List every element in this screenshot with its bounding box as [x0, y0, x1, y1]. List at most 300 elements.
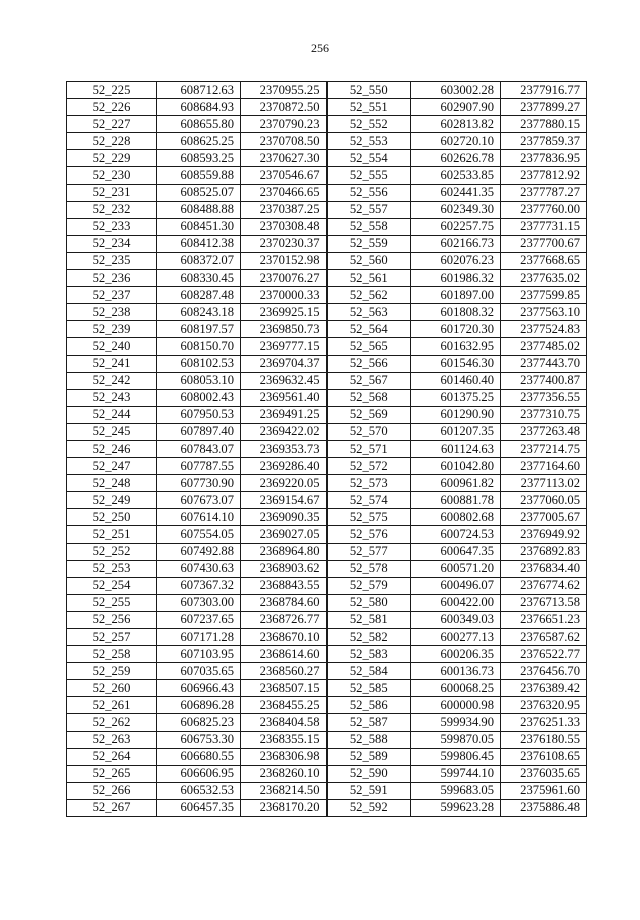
point-id-cell: 52_252 — [67, 543, 157, 560]
point-id-cell: 52_560 — [327, 252, 411, 269]
x-coordinate-cell: 600647.35 — [411, 543, 501, 560]
y-coordinate-cell: 2377443.70 — [501, 355, 587, 372]
x-coordinate-cell: 600961.82 — [411, 475, 501, 492]
y-coordinate-cell: 2377812.92 — [501, 167, 587, 184]
table-row — [67, 475, 587, 492]
point-id-cell: 52_262 — [67, 714, 157, 731]
y-coordinate-cell: 2368214.50 — [241, 782, 327, 799]
point-id-cell: 52_261 — [67, 697, 157, 714]
x-coordinate-cell: 599683.05 — [411, 782, 501, 799]
y-coordinate-cell: 2377356.55 — [501, 389, 587, 406]
table-row — [67, 99, 587, 116]
x-coordinate-cell: 608684.93 — [157, 99, 241, 116]
y-coordinate-cell: 2368507.15 — [241, 680, 327, 697]
y-coordinate-cell: 2370955.25 — [241, 82, 327, 99]
x-coordinate-cell: 601042.80 — [411, 458, 501, 475]
x-coordinate-cell: 607843.07 — [157, 440, 241, 457]
y-coordinate-cell: 2377113.02 — [501, 475, 587, 492]
y-coordinate-cell: 2376834.40 — [501, 560, 587, 577]
y-coordinate-cell: 2377635.02 — [501, 270, 587, 287]
point-id-cell: 52_577 — [327, 543, 411, 560]
y-coordinate-cell: 2376587.62 — [501, 629, 587, 646]
x-coordinate-cell: 600000.98 — [411, 697, 501, 714]
y-coordinate-cell: 2368784.60 — [241, 594, 327, 611]
point-id-cell: 52_579 — [327, 577, 411, 594]
y-coordinate-cell: 2376035.65 — [501, 765, 587, 782]
y-coordinate-cell: 2369154.67 — [241, 492, 327, 509]
x-coordinate-cell: 606896.28 — [157, 697, 241, 714]
point-id-cell: 52_561 — [327, 270, 411, 287]
y-coordinate-cell: 2369632.45 — [241, 372, 327, 389]
table-row — [67, 133, 587, 150]
point-id-cell: 52_589 — [327, 748, 411, 765]
table-row — [67, 440, 587, 457]
table-row — [67, 731, 587, 748]
y-coordinate-cell: 2370230.37 — [241, 235, 327, 252]
y-coordinate-cell: 2377859.37 — [501, 133, 587, 150]
table-row — [67, 782, 587, 799]
table-row — [67, 184, 587, 201]
point-id-cell: 52_253 — [67, 560, 157, 577]
point-id-cell: 52_263 — [67, 731, 157, 748]
y-coordinate-cell: 2377400.87 — [501, 372, 587, 389]
x-coordinate-cell: 608559.88 — [157, 167, 241, 184]
y-coordinate-cell: 2368355.15 — [241, 731, 327, 748]
x-coordinate-cell: 606457.35 — [157, 799, 241, 816]
point-id-cell: 52_228 — [67, 133, 157, 150]
point-id-cell: 52_559 — [327, 235, 411, 252]
y-coordinate-cell: 2377524.83 — [501, 321, 587, 338]
x-coordinate-cell: 607730.90 — [157, 475, 241, 492]
point-id-cell: 52_572 — [327, 458, 411, 475]
point-id-cell: 52_581 — [327, 611, 411, 628]
table-row — [67, 338, 587, 355]
x-coordinate-cell: 607950.53 — [157, 406, 241, 423]
table-row — [67, 748, 587, 765]
point-id-cell: 52_567 — [327, 372, 411, 389]
table-row — [67, 799, 587, 816]
table-row — [67, 270, 587, 287]
point-id-cell: 52_576 — [327, 526, 411, 543]
x-coordinate-cell: 599870.05 — [411, 731, 501, 748]
x-coordinate-cell: 607897.40 — [157, 423, 241, 440]
point-id-cell: 52_250 — [67, 509, 157, 526]
y-coordinate-cell: 2368964.80 — [241, 543, 327, 560]
x-coordinate-cell: 608412.38 — [157, 235, 241, 252]
table-row — [67, 611, 587, 628]
table-row — [67, 509, 587, 526]
point-id-cell: 52_558 — [327, 218, 411, 235]
x-coordinate-cell: 608243.18 — [157, 304, 241, 321]
y-coordinate-cell: 2376456.70 — [501, 663, 587, 680]
y-coordinate-cell: 2376108.65 — [501, 748, 587, 765]
x-coordinate-cell: 599806.45 — [411, 748, 501, 765]
point-id-cell: 52_585 — [327, 680, 411, 697]
table-row — [67, 526, 587, 543]
x-coordinate-cell: 608002.43 — [157, 389, 241, 406]
point-id-cell: 52_241 — [67, 355, 157, 372]
y-coordinate-cell: 2376713.58 — [501, 594, 587, 611]
table-row — [67, 663, 587, 680]
point-id-cell: 52_564 — [327, 321, 411, 338]
point-id-cell: 52_227 — [67, 116, 157, 133]
y-coordinate-cell: 2377916.77 — [501, 82, 587, 99]
y-coordinate-cell: 2377214.75 — [501, 440, 587, 457]
x-coordinate-cell: 607103.95 — [157, 646, 241, 663]
table-row — [67, 167, 587, 184]
x-coordinate-cell: 600206.35 — [411, 646, 501, 663]
x-coordinate-cell: 608525.07 — [157, 184, 241, 201]
x-coordinate-cell: 599623.28 — [411, 799, 501, 816]
x-coordinate-cell: 602257.75 — [411, 218, 501, 235]
point-id-cell: 52_254 — [67, 577, 157, 594]
x-coordinate-cell: 600496.07 — [411, 577, 501, 594]
point-id-cell: 52_570 — [327, 423, 411, 440]
point-id-cell: 52_235 — [67, 252, 157, 269]
y-coordinate-cell: 2375886.48 — [501, 799, 587, 816]
y-coordinate-cell: 2377787.27 — [501, 184, 587, 201]
point-id-cell: 52_588 — [327, 731, 411, 748]
x-coordinate-cell: 608102.53 — [157, 355, 241, 372]
x-coordinate-cell: 606606.95 — [157, 765, 241, 782]
x-coordinate-cell: 607554.05 — [157, 526, 241, 543]
point-id-cell: 52_225 — [67, 82, 157, 99]
point-id-cell: 52_247 — [67, 458, 157, 475]
y-coordinate-cell: 2368455.25 — [241, 697, 327, 714]
x-coordinate-cell: 607787.55 — [157, 458, 241, 475]
y-coordinate-cell: 2369925.15 — [241, 304, 327, 321]
point-id-cell: 52_246 — [67, 440, 157, 457]
table-row — [67, 458, 587, 475]
point-id-cell: 52_242 — [67, 372, 157, 389]
table-row — [67, 372, 587, 389]
point-id-cell: 52_555 — [327, 167, 411, 184]
point-id-cell: 52_236 — [67, 270, 157, 287]
table-row — [67, 406, 587, 423]
x-coordinate-cell: 600422.00 — [411, 594, 501, 611]
point-id-cell: 52_562 — [327, 287, 411, 304]
x-coordinate-cell: 608593.25 — [157, 150, 241, 167]
x-coordinate-cell: 602441.35 — [411, 184, 501, 201]
x-coordinate-cell: 601897.00 — [411, 287, 501, 304]
y-coordinate-cell: 2377060.05 — [501, 492, 587, 509]
point-id-cell: 52_565 — [327, 338, 411, 355]
point-id-cell: 52_573 — [327, 475, 411, 492]
point-id-cell: 52_583 — [327, 646, 411, 663]
table-row — [67, 594, 587, 611]
y-coordinate-cell: 2377760.00 — [501, 201, 587, 218]
x-coordinate-cell: 607430.63 — [157, 560, 241, 577]
point-id-cell: 52_591 — [327, 782, 411, 799]
point-id-cell: 52_584 — [327, 663, 411, 680]
x-coordinate-cell: 602533.85 — [411, 167, 501, 184]
y-coordinate-cell: 2370076.27 — [241, 270, 327, 287]
point-id-cell: 52_550 — [327, 82, 411, 99]
x-coordinate-cell: 607367.32 — [157, 577, 241, 594]
x-coordinate-cell: 600277.13 — [411, 629, 501, 646]
y-coordinate-cell: 2376251.33 — [501, 714, 587, 731]
y-coordinate-cell: 2370546.67 — [241, 167, 327, 184]
point-id-cell: 52_592 — [327, 799, 411, 816]
table-row — [67, 423, 587, 440]
x-coordinate-cell: 608625.25 — [157, 133, 241, 150]
x-coordinate-cell: 608053.10 — [157, 372, 241, 389]
point-id-cell: 52_251 — [67, 526, 157, 543]
y-coordinate-cell: 2369286.40 — [241, 458, 327, 475]
table-row — [67, 697, 587, 714]
point-id-cell: 52_265 — [67, 765, 157, 782]
y-coordinate-cell: 2376774.62 — [501, 577, 587, 594]
y-coordinate-cell: 2377485.02 — [501, 338, 587, 355]
y-coordinate-cell: 2369850.73 — [241, 321, 327, 338]
x-coordinate-cell: 607303.00 — [157, 594, 241, 611]
x-coordinate-cell: 608330.45 — [157, 270, 241, 287]
y-coordinate-cell: 2368170.20 — [241, 799, 327, 816]
x-coordinate-cell: 606680.55 — [157, 748, 241, 765]
x-coordinate-cell: 608372.07 — [157, 252, 241, 269]
point-id-cell: 52_580 — [327, 594, 411, 611]
x-coordinate-cell: 608488.88 — [157, 201, 241, 218]
y-coordinate-cell: 2377899.27 — [501, 99, 587, 116]
point-id-cell: 52_226 — [67, 99, 157, 116]
point-id-cell: 52_256 — [67, 611, 157, 628]
y-coordinate-cell: 2369561.40 — [241, 389, 327, 406]
y-coordinate-cell: 2368726.77 — [241, 611, 327, 628]
table-row — [67, 680, 587, 697]
point-id-cell: 52_552 — [327, 116, 411, 133]
point-id-cell: 52_239 — [67, 321, 157, 338]
y-coordinate-cell: 2370708.50 — [241, 133, 327, 150]
point-id-cell: 52_554 — [327, 150, 411, 167]
y-coordinate-cell: 2377700.67 — [501, 235, 587, 252]
y-coordinate-cell: 2368843.55 — [241, 577, 327, 594]
x-coordinate-cell: 602076.23 — [411, 252, 501, 269]
point-id-cell: 52_243 — [67, 389, 157, 406]
point-id-cell: 52_258 — [67, 646, 157, 663]
table-row — [67, 543, 587, 560]
point-id-cell: 52_238 — [67, 304, 157, 321]
point-id-cell: 52_266 — [67, 782, 157, 799]
y-coordinate-cell: 2368670.10 — [241, 629, 327, 646]
x-coordinate-cell: 606753.30 — [157, 731, 241, 748]
point-id-cell: 52_264 — [67, 748, 157, 765]
y-coordinate-cell: 2368614.60 — [241, 646, 327, 663]
point-id-cell: 52_553 — [327, 133, 411, 150]
point-id-cell: 52_240 — [67, 338, 157, 355]
x-coordinate-cell: 600068.25 — [411, 680, 501, 697]
page-number: 256 — [311, 41, 329, 55]
y-coordinate-cell: 2370872.50 — [241, 99, 327, 116]
y-coordinate-cell: 2377263.48 — [501, 423, 587, 440]
y-coordinate-cell: 2369491.25 — [241, 406, 327, 423]
x-coordinate-cell: 601207.35 — [411, 423, 501, 440]
x-coordinate-cell: 602813.82 — [411, 116, 501, 133]
x-coordinate-cell: 608712.63 — [157, 82, 241, 99]
y-coordinate-cell: 2377731.15 — [501, 218, 587, 235]
point-id-cell: 52_566 — [327, 355, 411, 372]
x-coordinate-cell: 600571.20 — [411, 560, 501, 577]
point-id-cell: 52_231 — [67, 184, 157, 201]
y-coordinate-cell: 2377164.60 — [501, 458, 587, 475]
point-id-cell: 52_574 — [327, 492, 411, 509]
x-coordinate-cell: 601290.90 — [411, 406, 501, 423]
point-id-cell: 52_244 — [67, 406, 157, 423]
point-id-cell: 52_249 — [67, 492, 157, 509]
y-coordinate-cell: 2370466.65 — [241, 184, 327, 201]
x-coordinate-cell: 600136.73 — [411, 663, 501, 680]
x-coordinate-cell: 607035.65 — [157, 663, 241, 680]
x-coordinate-cell: 608197.57 — [157, 321, 241, 338]
table-row — [67, 287, 587, 304]
table-row — [67, 765, 587, 782]
point-id-cell: 52_259 — [67, 663, 157, 680]
table-row — [67, 82, 587, 99]
y-coordinate-cell: 2369777.15 — [241, 338, 327, 355]
point-id-cell: 52_245 — [67, 423, 157, 440]
point-id-cell: 52_551 — [327, 99, 411, 116]
table-row — [67, 492, 587, 509]
y-coordinate-cell: 2377836.95 — [501, 150, 587, 167]
table-row — [67, 389, 587, 406]
y-coordinate-cell: 2370627.30 — [241, 150, 327, 167]
y-coordinate-cell: 2370387.25 — [241, 201, 327, 218]
point-id-cell: 52_248 — [67, 475, 157, 492]
x-coordinate-cell: 602720.10 — [411, 133, 501, 150]
y-coordinate-cell: 2368560.27 — [241, 663, 327, 680]
x-coordinate-cell: 602907.90 — [411, 99, 501, 116]
y-coordinate-cell: 2377310.75 — [501, 406, 587, 423]
y-coordinate-cell: 2376389.42 — [501, 680, 587, 697]
x-coordinate-cell: 607614.10 — [157, 509, 241, 526]
x-coordinate-cell: 608287.48 — [157, 287, 241, 304]
x-coordinate-cell: 607237.65 — [157, 611, 241, 628]
x-coordinate-cell: 601808.32 — [411, 304, 501, 321]
point-id-cell: 52_578 — [327, 560, 411, 577]
point-id-cell: 52_571 — [327, 440, 411, 457]
x-coordinate-cell: 601986.32 — [411, 270, 501, 287]
x-coordinate-cell: 600881.78 — [411, 492, 501, 509]
y-coordinate-cell: 2370000.33 — [241, 287, 327, 304]
point-id-cell: 52_557 — [327, 201, 411, 218]
y-coordinate-cell: 2377563.10 — [501, 304, 587, 321]
point-id-cell: 52_582 — [327, 629, 411, 646]
y-coordinate-cell: 2368260.10 — [241, 765, 327, 782]
table-row — [67, 252, 587, 269]
coordinates-table-body — [67, 82, 587, 817]
point-id-cell: 52_556 — [327, 184, 411, 201]
x-coordinate-cell: 599744.10 — [411, 765, 501, 782]
point-id-cell: 52_234 — [67, 235, 157, 252]
x-coordinate-cell: 602349.30 — [411, 201, 501, 218]
x-coordinate-cell: 601546.30 — [411, 355, 501, 372]
point-id-cell: 52_563 — [327, 304, 411, 321]
point-id-cell: 52_257 — [67, 629, 157, 646]
y-coordinate-cell: 2376651.23 — [501, 611, 587, 628]
point-id-cell: 52_586 — [327, 697, 411, 714]
x-coordinate-cell: 601632.95 — [411, 338, 501, 355]
x-coordinate-cell: 600724.53 — [411, 526, 501, 543]
table-row — [67, 577, 587, 594]
coordinates-table — [66, 81, 587, 817]
point-id-cell: 52_587 — [327, 714, 411, 731]
point-id-cell: 52_575 — [327, 509, 411, 526]
point-id-cell: 52_569 — [327, 406, 411, 423]
x-coordinate-cell: 603002.28 — [411, 82, 501, 99]
point-id-cell: 52_267 — [67, 799, 157, 816]
y-coordinate-cell: 2376949.92 — [501, 526, 587, 543]
x-coordinate-cell: 601460.40 — [411, 372, 501, 389]
table-row — [67, 150, 587, 167]
x-coordinate-cell: 600349.03 — [411, 611, 501, 628]
point-id-cell: 52_590 — [327, 765, 411, 782]
x-coordinate-cell: 602166.73 — [411, 235, 501, 252]
x-coordinate-cell: 606825.23 — [157, 714, 241, 731]
y-coordinate-cell: 2369704.37 — [241, 355, 327, 372]
y-coordinate-cell: 2375961.60 — [501, 782, 587, 799]
table-row — [67, 235, 587, 252]
y-coordinate-cell: 2377599.85 — [501, 287, 587, 304]
table-row — [67, 218, 587, 235]
x-coordinate-cell: 600802.68 — [411, 509, 501, 526]
point-id-cell: 52_232 — [67, 201, 157, 218]
x-coordinate-cell: 608655.80 — [157, 116, 241, 133]
y-coordinate-cell: 2370308.48 — [241, 218, 327, 235]
point-id-cell: 52_229 — [67, 150, 157, 167]
point-id-cell: 52_260 — [67, 680, 157, 697]
table-row — [67, 116, 587, 133]
y-coordinate-cell: 2377668.65 — [501, 252, 587, 269]
y-coordinate-cell: 2376522.77 — [501, 646, 587, 663]
y-coordinate-cell: 2369353.73 — [241, 440, 327, 457]
x-coordinate-cell: 601124.63 — [411, 440, 501, 457]
x-coordinate-cell: 607673.07 — [157, 492, 241, 509]
x-coordinate-cell: 606966.43 — [157, 680, 241, 697]
y-coordinate-cell: 2377880.15 — [501, 116, 587, 133]
y-coordinate-cell: 2376180.55 — [501, 731, 587, 748]
y-coordinate-cell: 2368404.58 — [241, 714, 327, 731]
point-id-cell: 52_255 — [67, 594, 157, 611]
y-coordinate-cell: 2368903.62 — [241, 560, 327, 577]
y-coordinate-cell: 2376320.95 — [501, 697, 587, 714]
point-id-cell: 52_233 — [67, 218, 157, 235]
table-row — [67, 629, 587, 646]
x-coordinate-cell: 602626.78 — [411, 150, 501, 167]
x-coordinate-cell: 601375.25 — [411, 389, 501, 406]
table-row — [67, 646, 587, 663]
y-coordinate-cell: 2370152.98 — [241, 252, 327, 269]
y-coordinate-cell: 2369090.35 — [241, 509, 327, 526]
table-row — [67, 304, 587, 321]
y-coordinate-cell: 2369027.05 — [241, 526, 327, 543]
point-id-cell: 52_237 — [67, 287, 157, 304]
x-coordinate-cell: 608451.30 — [157, 218, 241, 235]
x-coordinate-cell: 601720.30 — [411, 321, 501, 338]
y-coordinate-cell: 2368306.98 — [241, 748, 327, 765]
x-coordinate-cell: 607171.28 — [157, 629, 241, 646]
point-id-cell: 52_230 — [67, 167, 157, 184]
table-row — [67, 201, 587, 218]
y-coordinate-cell: 2377005.67 — [501, 509, 587, 526]
y-coordinate-cell: 2376892.83 — [501, 543, 587, 560]
y-coordinate-cell: 2370790.23 — [241, 116, 327, 133]
point-id-cell: 52_568 — [327, 389, 411, 406]
x-coordinate-cell: 608150.70 — [157, 338, 241, 355]
y-coordinate-cell: 2369422.02 — [241, 423, 327, 440]
table-row — [67, 321, 587, 338]
table-row — [67, 560, 587, 577]
y-coordinate-cell: 2369220.05 — [241, 475, 327, 492]
x-coordinate-cell: 599934.90 — [411, 714, 501, 731]
